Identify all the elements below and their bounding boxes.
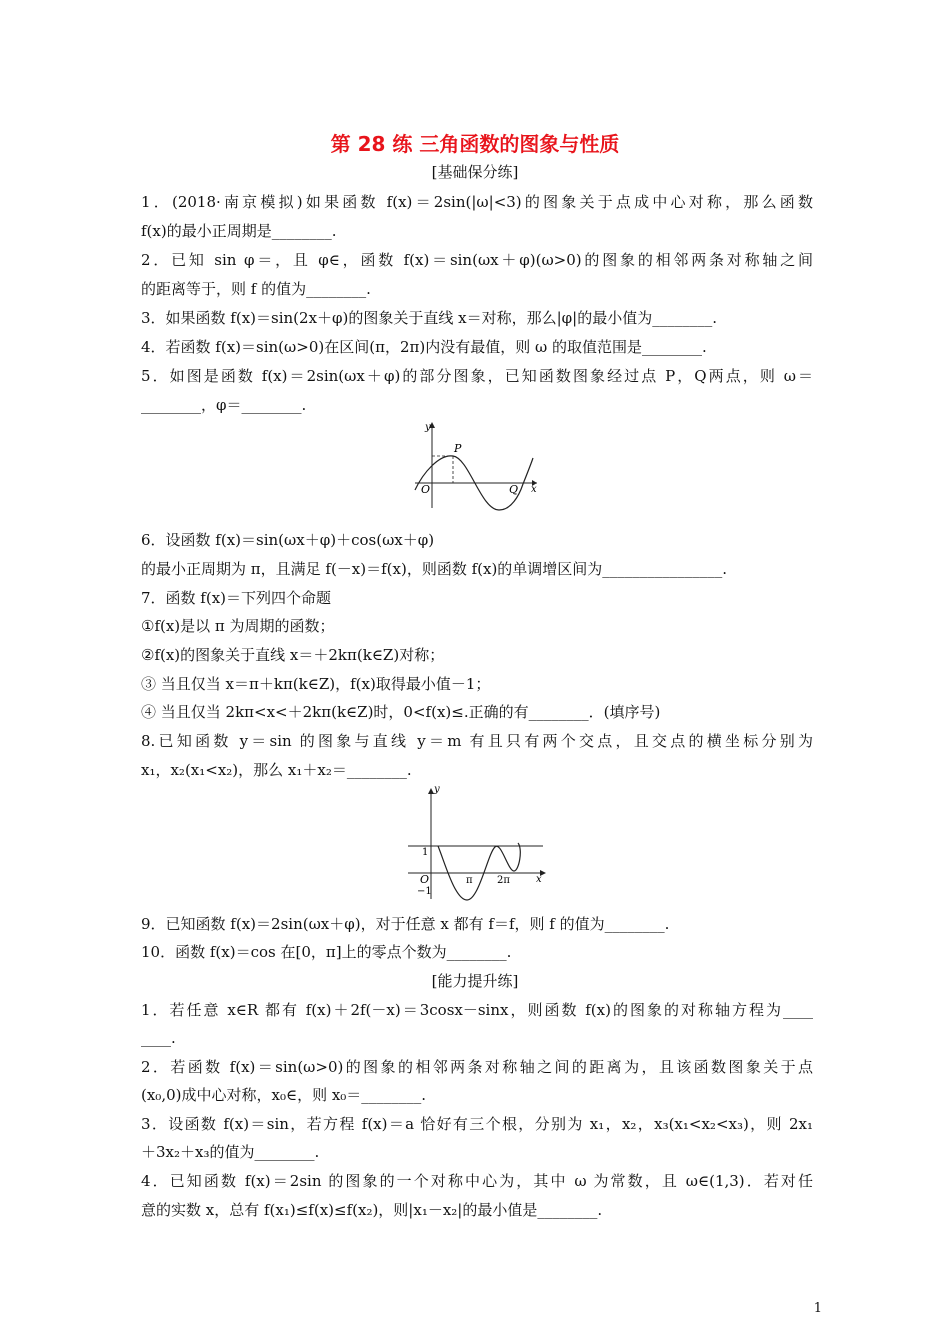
origin-label: O — [421, 483, 431, 496]
advanced-q1-line2: ____. — [141, 1029, 176, 1047]
x-axis-label: x — [531, 484, 537, 495]
basic-q10: 10．函数 f(x)＝cos 在[0，π]上的零点个数为________. — [141, 943, 512, 961]
page-number: 1 — [813, 1301, 822, 1316]
basic-q6-line1: 6．设函数 f(x)＝sin(ωx＋φ)＋cos(ωx＋φ) — [141, 531, 435, 549]
advanced-q3-line1: 3．设函数 f(x)＝sin，若方程 f(x)＝a 恰好有三个根，分别为 x₁，x₂，x₃(x₁<x₂<x₃)，则 2x₁ — [141, 1115, 813, 1133]
page-title: 第 28 练 三角函数的图象与性质 — [330, 132, 620, 156]
tick-label-two-pi: 2π — [497, 875, 510, 886]
y-axis-label: y — [434, 784, 440, 795]
basic-q8-line2: x₁，x₂(x₁<x₂)，那么 x₁＋x₂＝________. — [141, 761, 412, 779]
basic-q5-line1: 5．如图是函数 f(x)＝2sin(ωx＋φ)的部分图象，已知函数图象经过点 P，Q两点，则 ω＝ — [141, 367, 813, 385]
tick-label-neg-one: −1 — [417, 886, 432, 897]
section-basic-heading: [基础保分练] — [431, 163, 519, 181]
advanced-q3-line2: ＋3x₂＋x₃的值为________. — [141, 1143, 320, 1161]
basic-q8-line1: 8.已知函数 y＝sin 的图象与直线 y＝m 有且只有两个交点，且交点的横坐标分别为 — [141, 732, 813, 750]
origin-label: O — [420, 873, 430, 886]
basic-q6-line2: 的最小正周期为 π，且满足 f(－x)＝f(x)，则函数 f(x)的单调增区间为________________. — [141, 560, 728, 578]
section-advanced-heading: [能力提升练] — [431, 972, 519, 990]
basic-q7-line1: 7．函数 f(x)＝下列四个命题 — [141, 589, 332, 607]
basic-q1-line1: 1．(2018·南京模拟)如果函数 f(x)＝2sin(|ω|<3)的图象关于点成中心对称，那么函数 — [141, 193, 813, 211]
tick-label-pi: π — [466, 875, 473, 886]
advanced-q2-line1: 2．若函数 f(x)＝sin(ω>0)的图象的相邻两条对称轴之间的距离为，且该函数图象关于点 — [141, 1058, 813, 1076]
basic-q2-line2: 的距离等于，则 f 的值为________. — [141, 280, 371, 298]
basic-q9: 9．已知函数 f(x)＝2sin(ωx＋φ)，对于任意 x 都有 f＝f，则 f 的值为________. — [141, 915, 670, 933]
advanced-q1-line1: 1．若任意 x∈R 都有 f(x)＋2f(－x)＝3cosx－sinx，则函数 f(x)的图象的对称轴方程为____ — [141, 1001, 813, 1019]
basic-q7-item1: ①f(x)是以 π 为周期的函数； — [141, 617, 335, 635]
sine-line-figure — [400, 783, 550, 903]
tick-label-one: 1 — [422, 847, 429, 858]
sine-graph-figure — [405, 418, 545, 514]
x-axis-label: x — [536, 874, 542, 885]
basic-q7-item4: ④ 当且仅当 2kπ<x<＋2kπ(k∈Z)时，0<f(x)≤.正确的有________．(填序号) — [141, 703, 661, 721]
point-q-label: Q — [509, 483, 519, 496]
basic-q5-line2: ________，φ＝________. — [141, 396, 307, 414]
y-axis-label: y — [425, 422, 431, 433]
basic-q7-item3: ③ 当且仅当 x＝π＋kπ(k∈Z)，f(x)取得最小值－1； — [141, 675, 491, 693]
basic-q1-line2: f(x)的最小正周期是________. — [141, 222, 337, 240]
sine-curve — [438, 843, 520, 900]
point-p-label: P — [454, 442, 462, 455]
advanced-q4-line2: 意的实数 x，总有 f(x₁)≤f(x)≤f(x₂)，则|x₁－x₂|的最小值是________. — [141, 1201, 603, 1219]
advanced-q2-line2: (x₀,0)成中心对称，x₀∈，则 x₀＝________. — [141, 1086, 427, 1104]
basic-q7-item2: ②f(x)的图象关于直线 x＝＋2kπ(k∈Z)对称； — [141, 646, 445, 664]
basic-q2-line1: 2．已知 sin φ＝，且 φ∈，函数 f(x)＝sin(ωx＋φ)(ω>0)的图象的相邻两条对称轴之间 — [141, 251, 813, 269]
basic-q3: 3．如果函数 f(x)＝sin(2x＋φ)的图象关于直线 x＝对称，那么|φ|的最小值为________. — [141, 309, 718, 327]
advanced-q4-line1: 4．已知函数 f(x)＝2sin 的图象的一个对称中心为，其中 ω 为常数，且 ω∈(1,3)．若对任 — [141, 1172, 813, 1190]
basic-q4: 4．若函数 f(x)＝sin(ω>0)在区间(π，2π)内没有最值，则 ω 的取值范围是________. — [141, 338, 707, 356]
